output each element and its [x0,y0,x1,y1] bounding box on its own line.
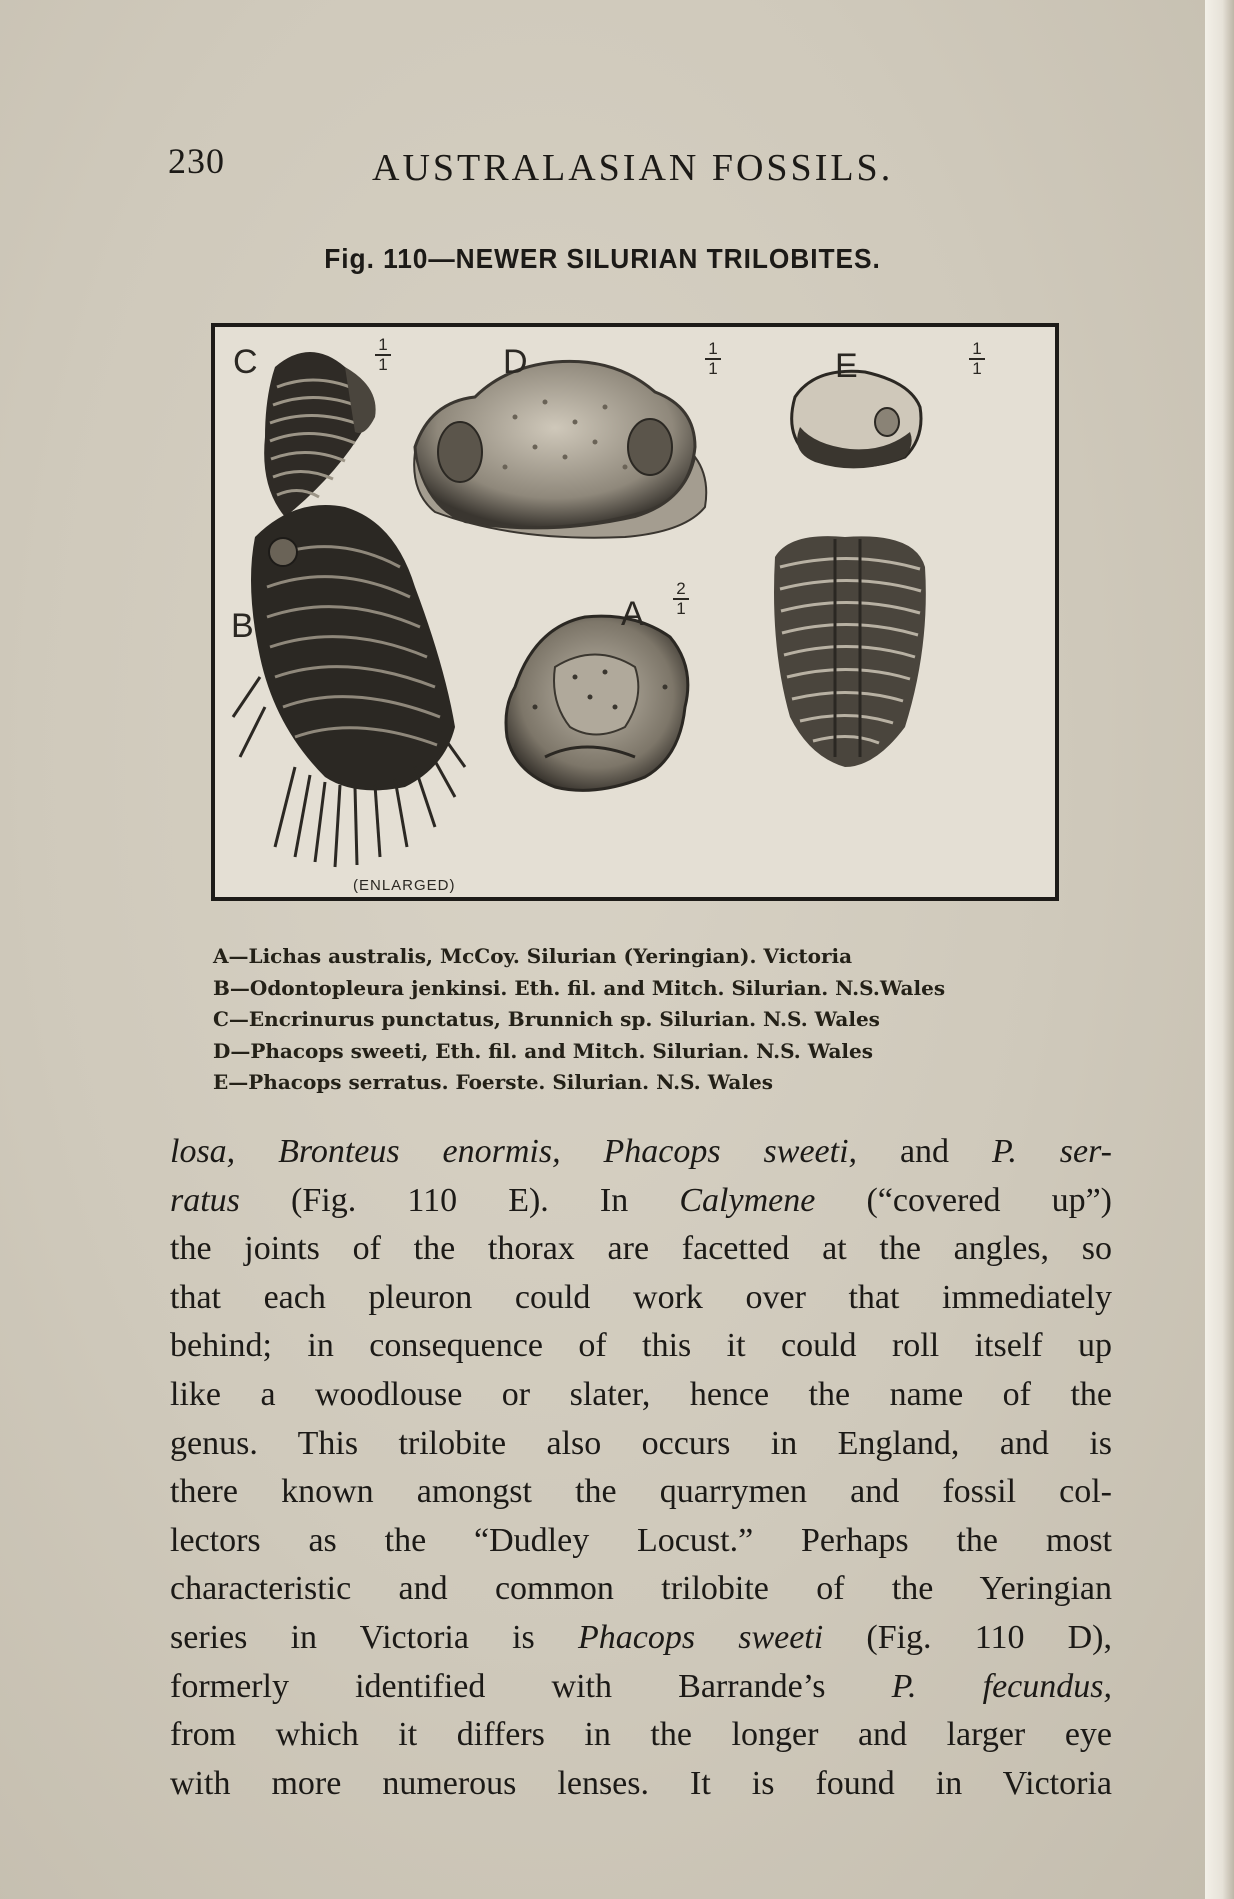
specimen-a-scale [671,581,691,617]
body-line-14: with more numerous lenses. It is found in Victoria [170,1764,1112,1802]
scale-numerator: 2 [676,579,686,598]
species-name: P. fecundus, [891,1667,1112,1705]
genus-name: Calymene [679,1181,816,1219]
body-line-11 [170,1614,1112,1663]
legend-entry-e: E—Phacops serratus. Foerste. Silurian. N.S. Wales [213,1070,773,1094]
specimen-a-label: A [621,595,644,633]
body-line-1 [170,1128,1112,1177]
specimen-b-label: B [231,607,254,645]
text-run: and [857,1133,992,1170]
running-head: AUSTRALASIAN FOSSILS. [372,147,894,189]
scale-denominator: 1 [676,599,686,618]
scale-numerator: 1 [708,339,718,358]
text-run: (Fig. 110 E). In [239,1181,680,1219]
specimen-d-scale [703,341,723,377]
body-line-4: that each pleuron could work over that immediately [170,1278,1112,1316]
specimen-d-label: D [503,343,528,381]
legend-entry-d: D—Phacops sweeti, Eth. fil. and Mitch. Silurian. N.S. Wales [213,1038,873,1063]
figure-legend [213,941,945,1099]
body-line-6: like a woodlouse or slater, hence the name of the [170,1375,1112,1413]
page-number: 230 [168,141,225,181]
enlarged-note: (ENLARGED) [353,877,456,894]
specimen-e-thorax-drawing [774,536,926,767]
scale-denominator: 1 [378,355,388,374]
figure-title: Fig. 110—NEWER SILURIAN TRILOBITES. [324,243,881,274]
body-line-13: from which it differs in the longer and larger eye [170,1716,1112,1754]
figure-plate [211,323,1059,901]
species-names: losa, Bronteus enormis, Phacops sweeti, [170,1133,858,1170]
body-line-3: the joints of the thorax are facetted at the angles, so [170,1230,1112,1268]
body-line-10: characteristic and common trilobite of the Yeringian [170,1570,1112,1608]
body-line-2 [170,1177,1112,1226]
specimen-c-scale [373,337,393,373]
specimen-c-label: C [233,343,258,381]
body-line-8: there known amongst the quarrymen and fossil col- [170,1473,1112,1511]
specimen-e-scale [967,341,987,377]
body-line-5: behind; in consequence of this it could roll itself up [170,1327,1112,1365]
text-run: (Fig. 110 D), [823,1618,1112,1656]
specimen-d-drawing [414,361,706,537]
text-run: series in Victoria is [170,1618,578,1656]
scale-denominator: 1 [972,359,982,378]
body-paragraph [170,1128,1112,1808]
specimen-c-drawing [264,352,375,517]
species-name: P. ser- [991,1133,1112,1170]
specimen-b-drawing [233,505,465,867]
text-run: (“covered up”) [815,1181,1112,1219]
scale-denominator: 1 [708,359,718,378]
legend-entry-a: A—Lichas australis, McCoy. Silurian (Yeringian). Victoria [213,944,853,968]
scale-numerator: 1 [972,339,982,358]
species-name: ratus [170,1181,240,1219]
body-line-7: genus. This trilobite also occurs in England, and is [170,1424,1112,1462]
scale-numerator: 1 [378,335,388,354]
legend-entry-c: C—Encrinurus punctatus, Brunnich sp. Silurian. N.S. Wales [213,1007,880,1031]
specimen-e-label: E [835,347,858,385]
text-run: formerly identified with Barrande’s [170,1667,892,1705]
body-line-9: lectors as the “Dudley Locust.” Perhaps the most [170,1521,1112,1559]
specimen-a-drawing [506,616,688,790]
species-name: Phacops sweeti [577,1618,824,1656]
book-spine-edge [1205,0,1234,1899]
body-line-12 [170,1663,1112,1712]
legend-entry-b: B—Odontopleura jenkinsi. Eth. fil. and Mitch. Silurian. N.S.Wales [213,975,946,1000]
